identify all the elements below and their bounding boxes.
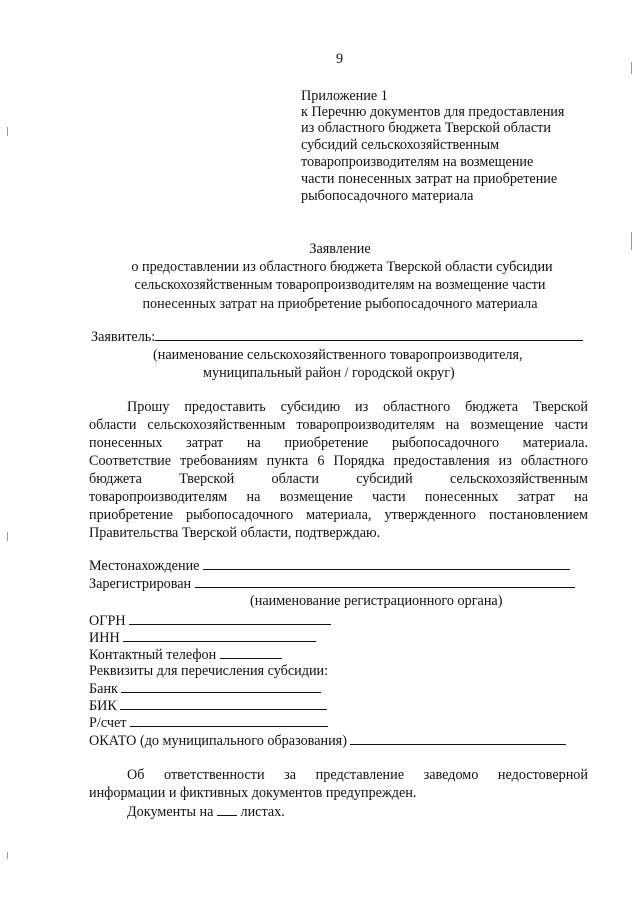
request-line: бюджета Тверской области субсидий сельскохозяйственным bbox=[89, 471, 588, 487]
ogrn-label: ОГРН bbox=[89, 613, 126, 629]
responsibility-line: Об ответственности за представление заведомо недостоверной bbox=[127, 767, 588, 783]
page-number: 9 bbox=[336, 51, 344, 67]
request-line: понесенных затрат на приобретение рыбопосадочного материала. bbox=[89, 435, 588, 451]
annex-line: рыбопосадочного материала bbox=[301, 188, 474, 204]
phone-label: Контактный телефон bbox=[89, 647, 217, 663]
inn-label: ИНН bbox=[89, 630, 120, 646]
bank-label: Банк bbox=[89, 681, 118, 697]
applicant-hint: (наименование сельскохозяйственного товаропроизводителя, bbox=[153, 347, 523, 363]
okato-label: ОКАТО (до муниципального образования) bbox=[89, 733, 347, 749]
request-line: товаропроизводителям на возмещение части понесенных затрат на bbox=[89, 489, 588, 505]
registered-blank[interactable] bbox=[195, 574, 575, 588]
location-row bbox=[89, 556, 570, 575]
applicant-row bbox=[91, 327, 583, 346]
title-heading: Заявление bbox=[309, 241, 371, 257]
documents-row bbox=[127, 802, 285, 821]
title-line: понесенных затрат на приобретение рыбопосадочного материала bbox=[142, 296, 538, 312]
scan-mark bbox=[7, 532, 8, 541]
phone-blank[interactable] bbox=[220, 645, 282, 659]
applicant-hint: муниципальный район / городской округ) bbox=[203, 365, 455, 381]
bik-label: БИК bbox=[89, 698, 117, 714]
registered-hint: (наименование регистрационного органа) bbox=[250, 593, 503, 609]
scan-mark bbox=[631, 62, 632, 74]
request-line: приобретение рыбопосадочного материала, утвержденного постановлением bbox=[89, 507, 588, 523]
documents-prefix: Документы на bbox=[127, 804, 214, 820]
documents-count-blank[interactable] bbox=[217, 802, 237, 816]
annex-line: Приложение 1 bbox=[301, 88, 388, 104]
scan-mark bbox=[631, 232, 632, 250]
location-blank[interactable] bbox=[203, 556, 570, 570]
applicant-blank[interactable] bbox=[155, 327, 583, 341]
registered-label: Зарегистрирован bbox=[89, 576, 192, 592]
registered-row bbox=[89, 574, 575, 593]
okato-row bbox=[89, 731, 566, 750]
scan-mark bbox=[7, 127, 8, 136]
account-row bbox=[89, 713, 328, 732]
scan-mark bbox=[7, 852, 8, 859]
annex-line: части понесенных затрат на приобретение bbox=[301, 171, 558, 187]
annex-line: субсидий сельскохозяйственным bbox=[301, 137, 500, 153]
request-line: Правительства Тверской области, подтверждаю. bbox=[89, 525, 381, 541]
title-line: о предоставлении из областного бюджета Тверской области субсидии bbox=[131, 259, 553, 275]
requisites-label: Реквизиты для перечисления субсидии: bbox=[89, 663, 329, 679]
request-line: Прошу предоставить субсидию из областного бюджета Тверской bbox=[127, 399, 588, 415]
applicant-label: Заявитель: bbox=[91, 329, 156, 345]
inn-blank[interactable] bbox=[123, 628, 316, 642]
annex-line: к Перечню документов для предоставления bbox=[301, 104, 565, 120]
title-line: сельскохозяйственным товаропроизводителям на возмещение части bbox=[134, 277, 546, 293]
okato-blank[interactable] bbox=[350, 731, 566, 745]
bank-blank[interactable] bbox=[121, 679, 321, 693]
location-label: Местонахождение bbox=[89, 558, 200, 574]
documents-suffix: листах. bbox=[240, 804, 285, 820]
request-line: области сельскохозяйственным товаропроизводителям на возмещение части bbox=[89, 417, 588, 433]
ogrn-blank[interactable] bbox=[129, 611, 331, 625]
bik-blank[interactable] bbox=[120, 696, 327, 710]
responsibility-line: информации и фиктивных документов предупрежден. bbox=[89, 785, 417, 801]
annex-line: товаропроизводителям на возмещение bbox=[301, 154, 534, 170]
annex-line: из областного бюджета Тверской области bbox=[301, 120, 551, 136]
account-blank[interactable] bbox=[130, 713, 328, 727]
request-line: Соответствие требованиям пункта 6 Порядка предоставления из областного bbox=[89, 453, 588, 469]
account-label: Р/счет bbox=[89, 715, 127, 731]
